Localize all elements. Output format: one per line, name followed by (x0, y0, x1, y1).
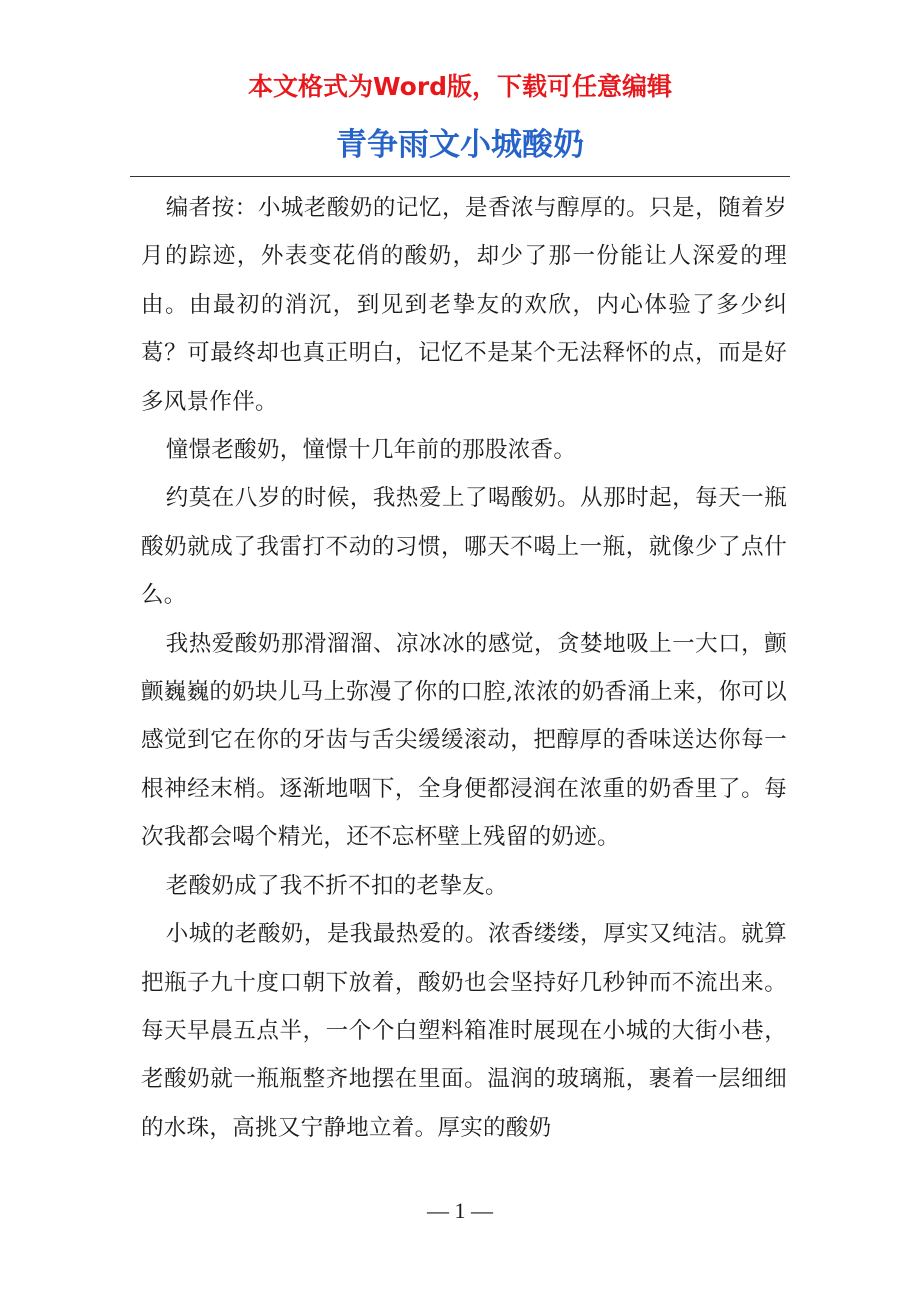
paragraph: 小城的老酸奶，是我最热爱的。浓香缕缕，厚实又纯洁。就算把瓶子九十度口朝下放着，酸奶也会坚持好几秒钟而不流出来。每天早晨五点半，一个个白塑料箱准时展现在小城的大街小巷，老酸奶就一瓶瓶整齐地摆在里面。温润的玻璃瓶，裹着一层细细的水珠，高挑又宁静地立着。厚实的酸奶 (141, 921, 787, 1141)
paragraph: 憧憬老酸奶，憧憬十几年前的那股浓香。 (165, 437, 577, 464)
paragraph: 老酸奶成了我不折不扣的老挚友。 (165, 872, 508, 899)
article-body (141, 184, 787, 1152)
title-divider (130, 176, 790, 177)
page-number: — 1 — (427, 1198, 493, 1223)
format-notice-banner: 本文格式为Word版，下载可任意编辑 (247, 72, 673, 101)
paragraph: 我热爱酸奶那滑溜溜、凉冰冰的感觉，贪婪地吸上一大口，颤颤巍巍的奶块儿马上弥漫了你的口腔,浓浓的奶香涌上来，你可以感觉到它在你的牙齿与舌尖缓缓滚动，把醇厚的香味送达你每一根神经末梢。逐渐地咽下，全身便都浸润在浓重的奶香里了。每次我都会喝个精光，还不忘杯壁上残留的奶迹。 (141, 630, 787, 851)
document-title: 青争雨文小城酸奶 (336, 127, 584, 163)
paragraph-editor-note: 编者按：小城老酸奶的记忆，是香浓与醇厚的。只是，随着岁月的踪迹，外表变花俏的酸奶，却少了那一份能让人深爱的理由。由最初的消沉，到见到老挚友的欢欣，内心体验了多少纠葛？可最终却也真正明白，记忆不是某个无法释怀的点，而是好多风景作伴。 (141, 195, 787, 415)
paragraph: 约莫在八岁的时候，我热爱上了喝酸奶。从那时起，每天一瓶酸奶就成了我雷打不动的习惯，哪天不喝上一瓶，就像少了点什么。 (141, 485, 787, 609)
